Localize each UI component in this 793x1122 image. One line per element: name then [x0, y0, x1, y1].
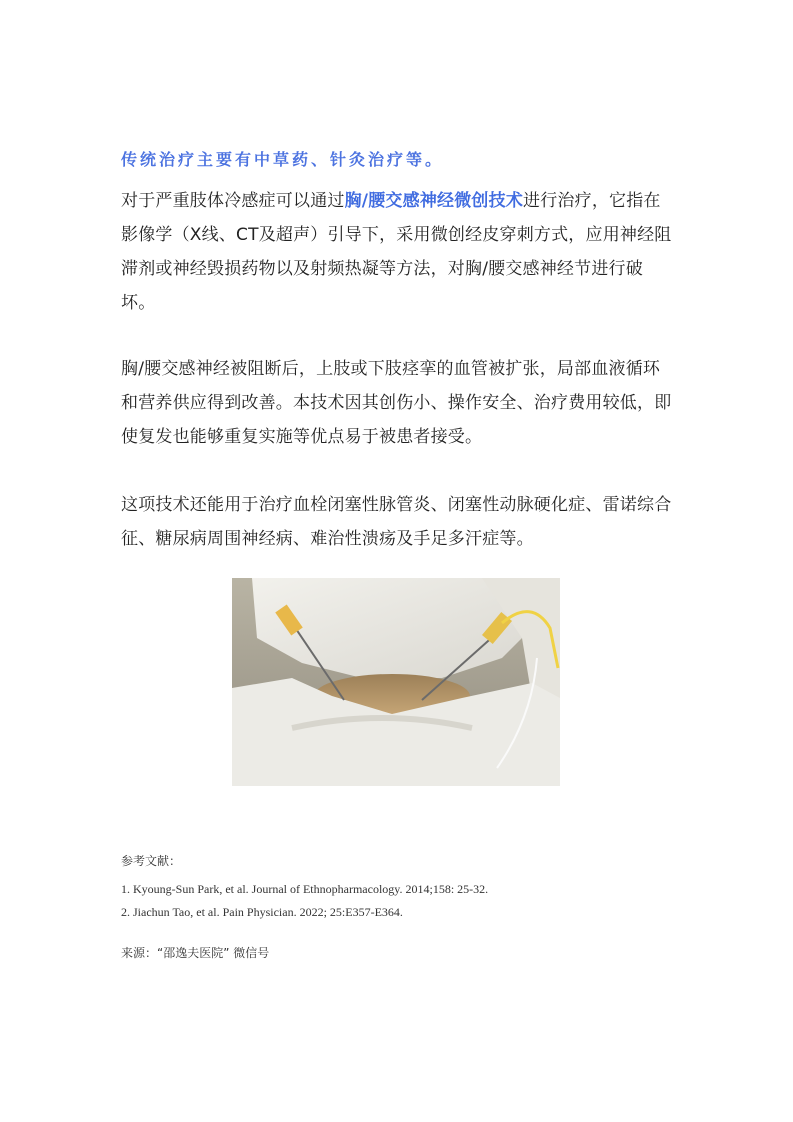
paragraph-treatment-method	[121, 184, 677, 320]
reference-item: 1. Kyoung-Sun Park, et al. Journal of Ethnopharmacology. 2014;158: 25-32.	[121, 882, 489, 896]
procedure-photo	[232, 578, 560, 786]
section-heading: 传统治疗主要有中草药、针灸治疗等。	[121, 150, 445, 169]
reference-item: 2. Jiachun Tao, et al. Pain Physician. 2022; 25:E357-E364.	[121, 905, 403, 919]
paragraph-indications: 这项技术还能用于治疗血栓闭塞性脉管炎、闭塞性动脉硬化症、雷诺综合征、糖尿病周围神经病、难治性溃疡及手足多汗症等。	[121, 495, 672, 549]
highlighted-technique: 胸/腰交感神经微创技术	[344, 191, 524, 211]
paragraph-text-after: 进行治疗，它指在影像学（X线、CT及超声）引导下，采用微创经皮穿刺方式，应用神经阻滞剂或神经毁损药物以及射频热凝等方法，对胸/腰交感神经节进行破坏。	[121, 191, 672, 313]
paragraph-text-before: 对于严重肢体冷感症可以通过	[121, 191, 345, 211]
source-note: 来源：“邵逸夫医院” 微信号	[121, 946, 270, 960]
references-title: 参考文献：	[121, 854, 182, 868]
paragraph-mechanism: 胸/腰交感神经被阻断后，上肢或下肢痉挛的血管被扩张，局部血液循环和营养供应得到改善。本技术因其创伤小、操作安全、治疗费用较低，即使复发也能够重复实施等优点易于被患者接受。	[121, 359, 672, 447]
